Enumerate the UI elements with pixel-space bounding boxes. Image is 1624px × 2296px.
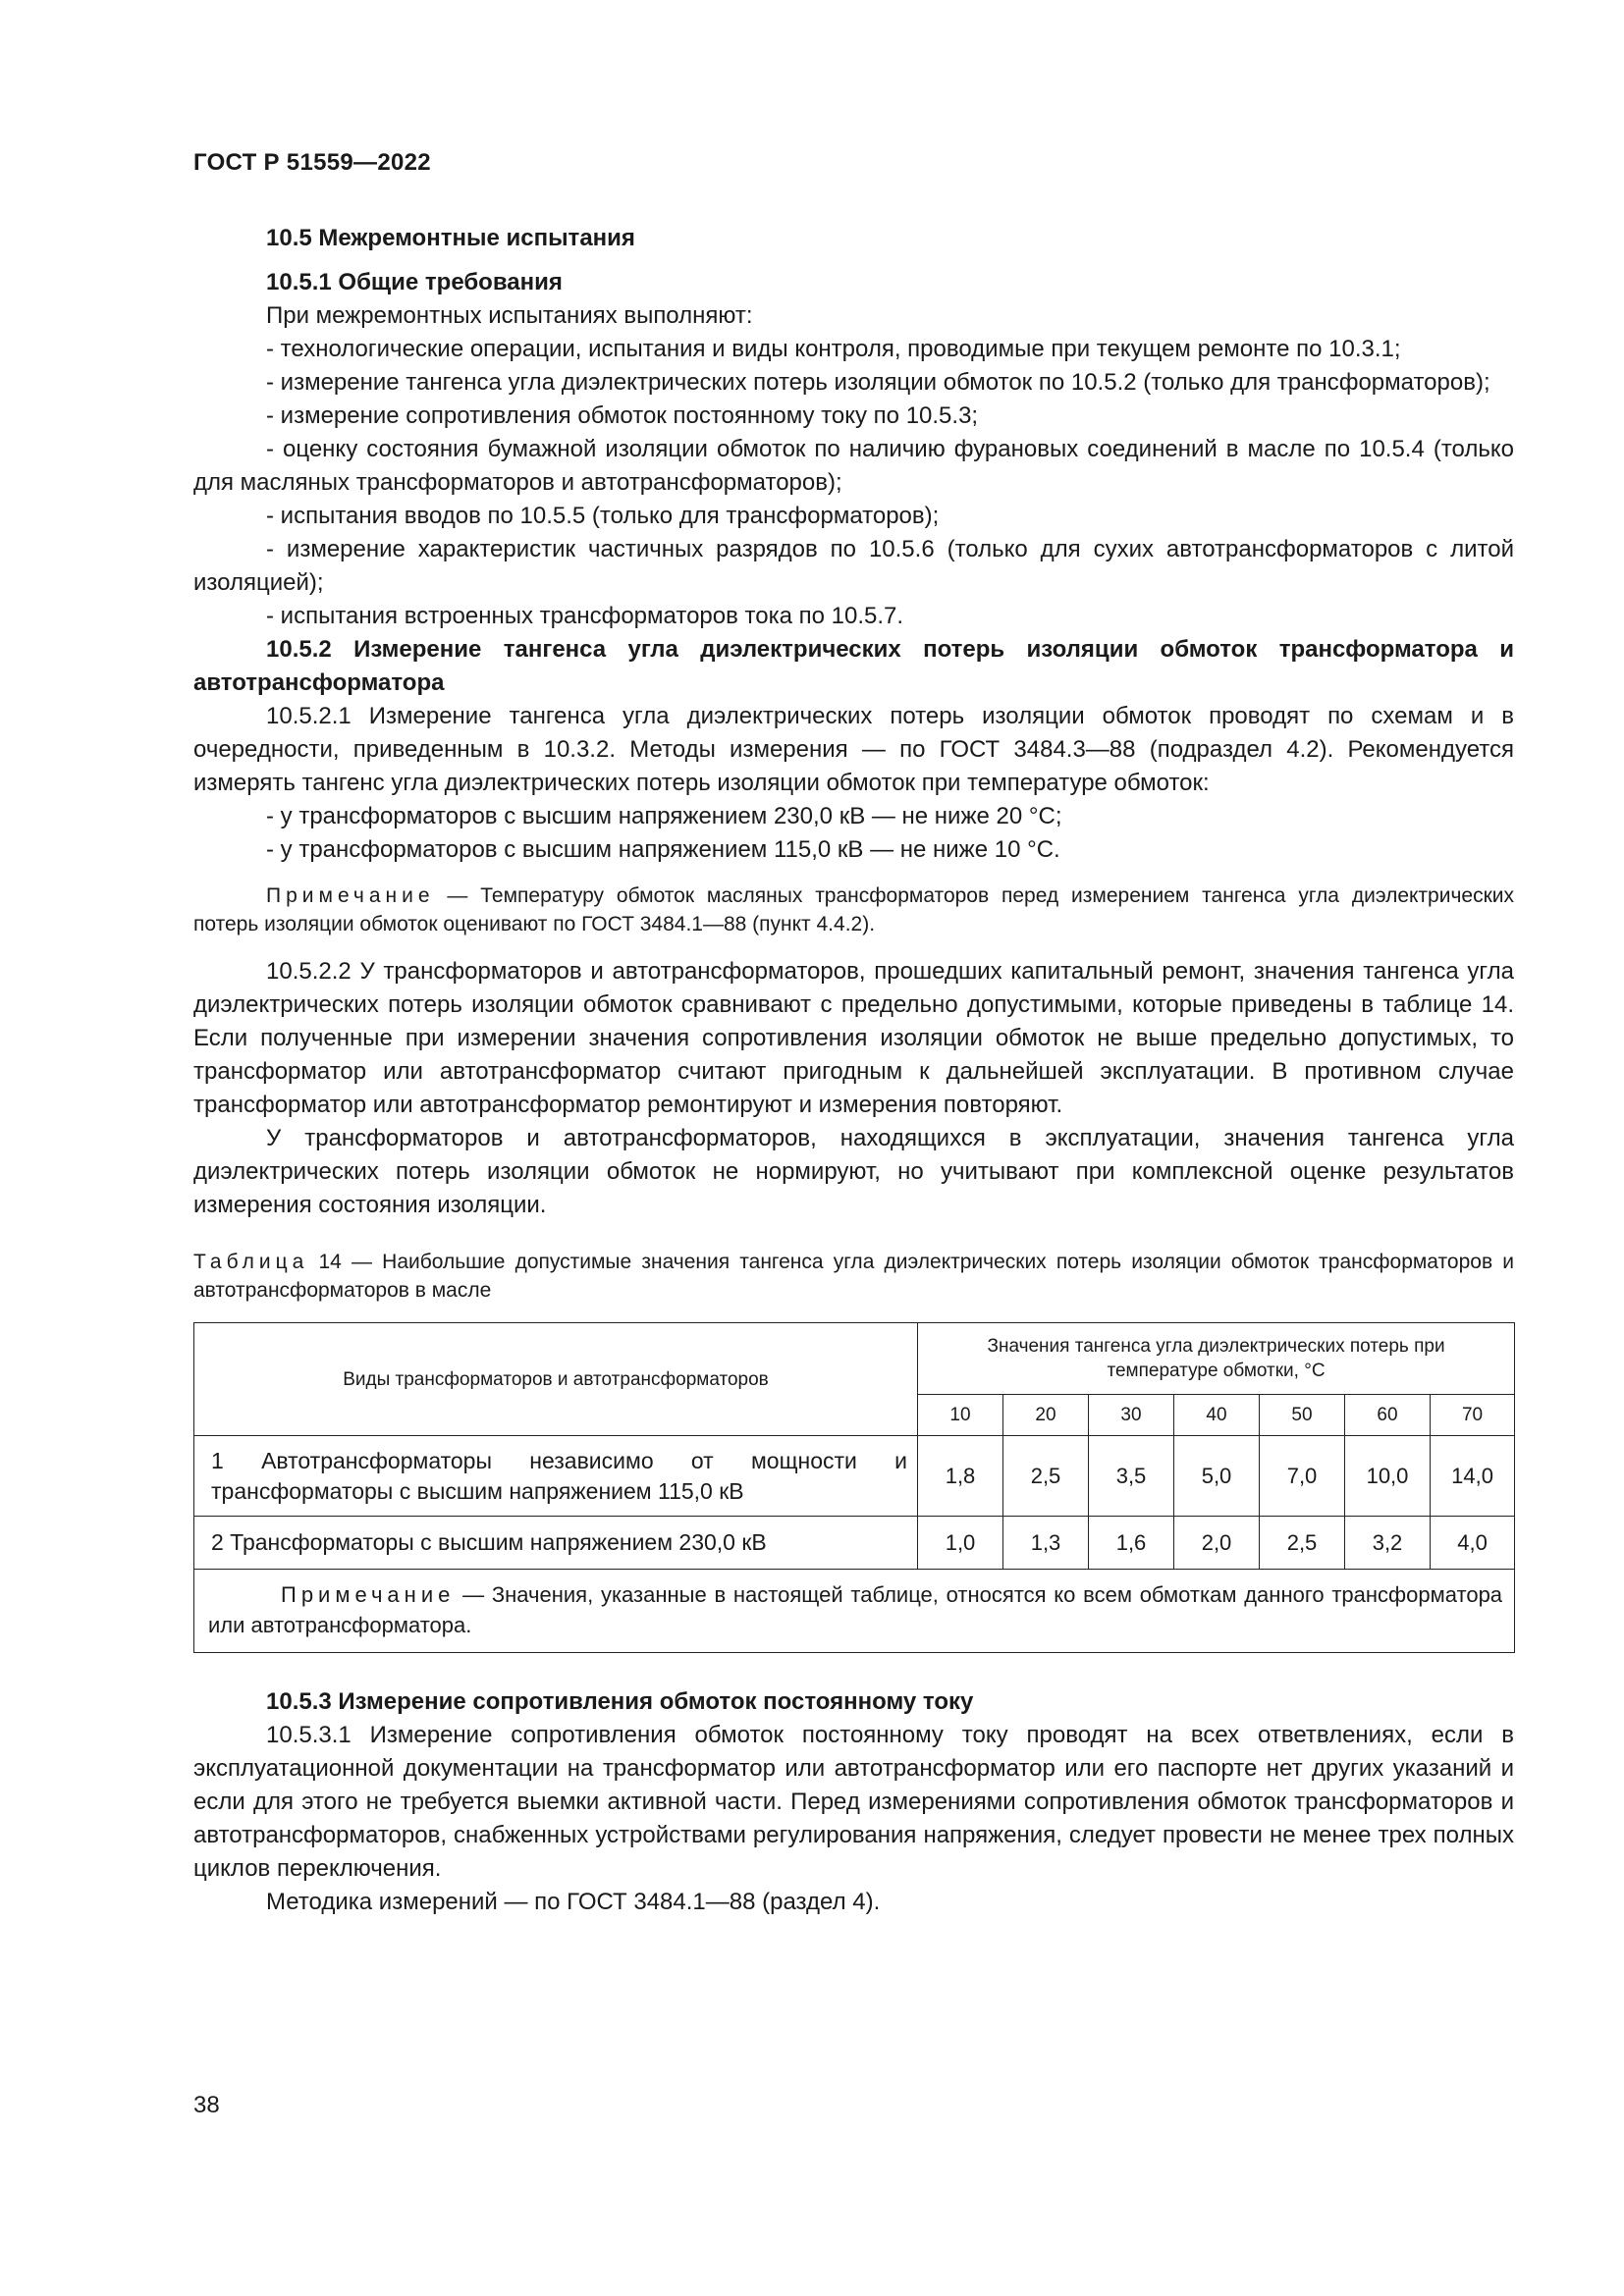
table-cell: 2,5 — [1260, 1517, 1345, 1570]
list-item: - измерение тангенса угла диэлектрических потерь изоляции обмоток по 10.5.2 (только для трансформаторов); — [266, 369, 1490, 396]
list-item: - испытания встроенных трансформаторов тока по 10.5.7. — [266, 603, 904, 629]
table-cell: 2,5 — [1003, 1436, 1089, 1517]
table-cell: 3,5 — [1089, 1436, 1174, 1517]
list-item: - измерение характеристик частичных разрядов по 10.5.6 (только для сухих автотрансформаторов с литой изоляцией); — [193, 536, 1514, 596]
temp-header: 10 — [918, 1395, 1003, 1436]
table-row — [194, 1436, 1515, 1517]
table-14-caption — [193, 1248, 1514, 1305]
document-id: ГОСТ Р 51559—2022 — [193, 149, 431, 176]
temp-header: 70 — [1431, 1395, 1515, 1436]
table-cell: 2,0 — [1174, 1517, 1260, 1570]
table-cell: 5,0 — [1174, 1436, 1260, 1517]
table-cell: 3,2 — [1345, 1517, 1431, 1570]
temp-header: 30 — [1089, 1395, 1174, 1436]
paragraph-10-5-3-1: 10.5.3.1 Измерение сопротивления обмоток постоянному току проводят на всех ответвлениях, если в эксплуатационной документации на трансформатор или автотрансформатор или его паспорте нет других указаний и если для этого не требуется выемки активной части. Перед измерениями сопротивления обмоток трансформаторов и автотрансформаторов, снабженных устройствами регулирования напряжения, следует провести не менее трех полных циклов переключения. — [193, 1722, 1514, 1882]
table-cell: 1,0 — [918, 1517, 1003, 1570]
list-item: - измерение сопротивления обмоток постоянному току по 10.5.3; — [266, 402, 979, 429]
note-10-5-2 — [193, 881, 1514, 938]
page-number: 38 — [193, 2092, 220, 2118]
table-14 — [193, 1322, 1515, 1653]
table-cell: 1,6 — [1089, 1517, 1174, 1570]
paragraph-10-5-2-1: 10.5.2.1 Измерение тангенса угла диэлектрических потерь изоляции обмоток проводят по схемам и в очередности, приведенным в 10.3.2. Методы измерения — по ГОСТ 3484.3—88 (подраздел 4.2). Рекомендуется измерять тангенс угла диэлектрических потерь изоляции обмоток при температуре обмоток: — [193, 703, 1514, 796]
table-cell: 1,8 — [918, 1436, 1003, 1517]
paragraph-10-5-2-3: У трансформаторов и автотрансформаторов, находящихся в эксплуатации, значения тангенса угла диэлектрических потерь изоляции обмоток не нормируют, но учитывают при комплексной оценке результатов измерения состояния изоляции. — [193, 1125, 1514, 1218]
section-10-5-2-title: 10.5.2 Измерение тангенса угла диэлектрических потерь изоляции обмоток трансформатора и автотрансформатора — [193, 636, 1514, 696]
note-text: — Температуру обмоток масляных трансформаторов перед измерением тангенса угла диэлектрических потерь изоляции обмоток оценивают по ГОСТ 3484.1—88 (пункт 4.4.2). — [193, 884, 1514, 935]
note-label: Примечание — [266, 884, 435, 907]
section-10-5-3-title: 10.5.3 Измерение сопротивления обмоток постоянному току — [266, 1688, 974, 1715]
table-caption-text: 14 — Наибольшие допустимые значения тангенса угла диэлектрических потерь изоляции обмоток трансформаторов и автотрансформаторов в масле — [193, 1251, 1514, 1302]
table-caption-label: Таблица — [193, 1251, 309, 1273]
temp-header: 60 — [1345, 1395, 1431, 1436]
table-note — [194, 1570, 1515, 1653]
temp-header: 40 — [1174, 1395, 1260, 1436]
list-item: - у трансформаторов с высшим напряжением 115,0 кВ — не ниже 10 °С. — [266, 836, 1060, 863]
section-10-5-1-intro: При межремонтных испытаниях выполняют: — [266, 302, 753, 329]
table-note-text: — Значения, указанные в настоящей таблице, относятся ко всем обмоткам данного трансформатора или автотрансформатора. — [208, 1582, 1503, 1637]
table-row — [194, 1517, 1515, 1570]
table-header-values: Значения тангенса угла диэлектрических потерь при температуре обмотки, °С — [918, 1323, 1515, 1395]
page-content — [193, 222, 1514, 1919]
list-item: - у трансформаторов с высшим напряжением 230,0 кВ — не ниже 20 °С; — [266, 803, 1062, 829]
table-header-types: Виды трансформаторов и автотрансформаторов — [194, 1323, 918, 1436]
row-label: 2 Трансформаторы с высшим напряжением 230,0 кВ — [194, 1517, 918, 1570]
section-10-5-title: 10.5 Межремонтные испытания — [266, 225, 635, 251]
paragraph-10-5-2-2: 10.5.2.2 У трансформаторов и автотрансформаторов, прошедших капитальный ремонт, значения тангенса угла диэлектрических потерь изоляции обмоток сравнивают с предельно допустимыми, которые приведены в таблице 14. Если полученные при измерении значения сопротивления изоляции обмоток не выше предельно допустимых, то трансформатор или автотрансформатор считают пригодным к дальнейшей эксплуатации. В противном случае трансформатор или автотрансформатор ремонтируют и измерения повторяют. — [193, 958, 1514, 1118]
table-cell: 7,0 — [1260, 1436, 1345, 1517]
table-note-label: Примечание — [281, 1582, 456, 1607]
table-cell: 14,0 — [1431, 1436, 1515, 1517]
list-item: - испытания вводов по 10.5.5 (только для трансформаторов); — [266, 503, 940, 529]
temp-header: 20 — [1003, 1395, 1089, 1436]
table-cell: 1,3 — [1003, 1517, 1089, 1570]
row-label: 1 Автотрансформаторы независимо от мощности и трансформаторы с высшим напряжением 115,0 кВ — [194, 1436, 918, 1517]
paragraph-10-5-3-2: Методика измерений — по ГОСТ 3484.1—88 (раздел 4). — [266, 1889, 881, 1915]
list-item: - технологические операции, испытания и виды контроля, проводимые при текущем ремонте по 10.3.1; — [266, 336, 1401, 362]
list-item: - оценку состояния бумажной изоляции обмоток по наличию фурановых соединений в масле по 10.5.4 (только для масляных трансформаторов и автотрансформаторов); — [193, 436, 1514, 496]
temp-header: 50 — [1260, 1395, 1345, 1436]
section-10-5-1-title: 10.5.1 Общие требования — [266, 269, 563, 295]
table-cell: 4,0 — [1431, 1517, 1515, 1570]
table-cell: 10,0 — [1345, 1436, 1431, 1517]
